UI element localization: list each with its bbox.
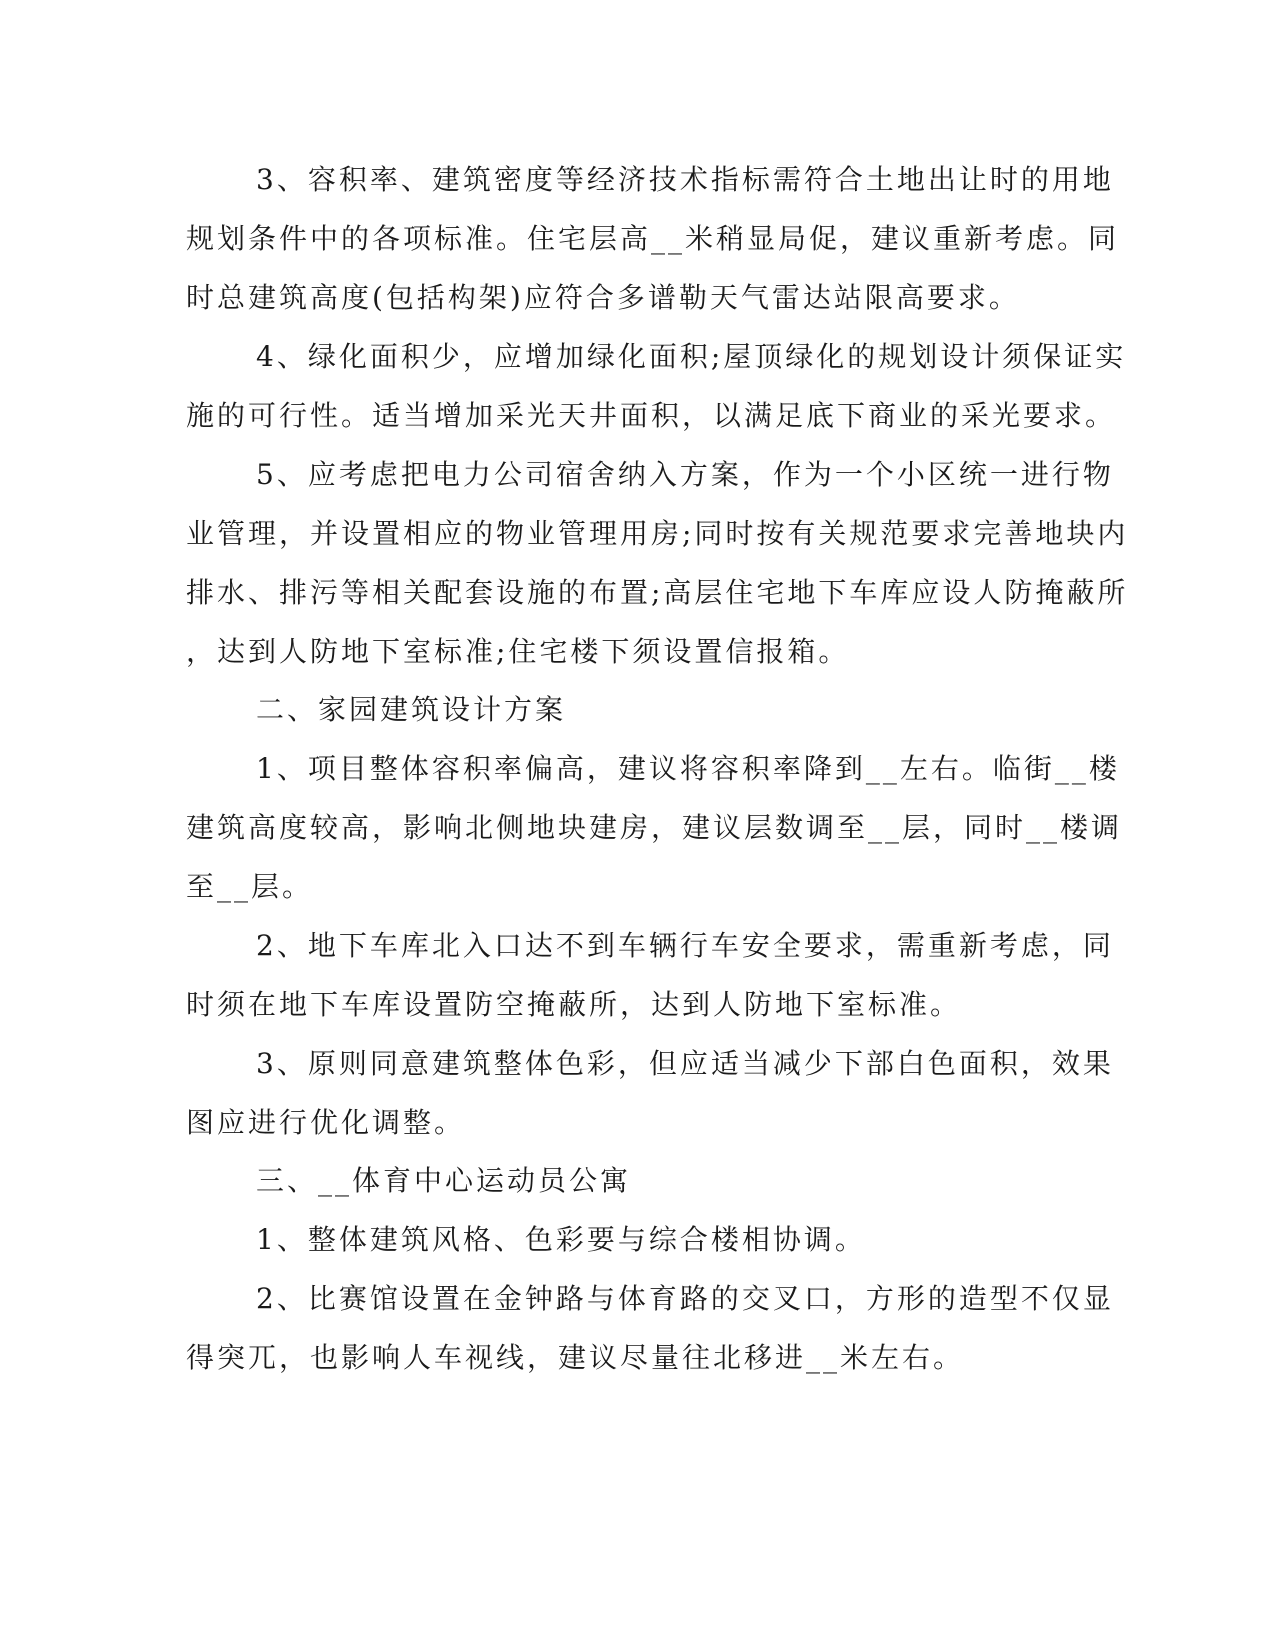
section3-item-2-line-1: 2、比赛馆设置在金钟路与体育路的交叉口，方形的造型不仅显 xyxy=(256,1282,1114,1315)
paragraph-3-line-2: 规划条件中的各项标准。住宅层高__米稍显局促，建议重新考虑。同 xyxy=(186,222,1120,255)
section2-item-1-line-2: 建筑高度较高，影响北侧地块建房，建议层数调至__层，同时__楼调 xyxy=(186,811,1123,844)
paragraph-5-line-1: 5、应考虑把电力公司宿舍纳入方案，作为一个小区统一进行物 xyxy=(256,458,1114,491)
section2-item-3-line-1: 3、原则同意建筑整体色彩，但应适当减少下部白色面积，效果 xyxy=(256,1047,1114,1080)
section2-item-1-line-3: 至__层。 xyxy=(186,870,314,903)
section2-item-1-line-1: 1、项目整体容积率偏高，建议将容积率降到__左右。临街__楼 xyxy=(256,752,1120,785)
section2-item-2-line-2: 时须在地下车库设置防空掩蔽所，达到人防地下室标准。 xyxy=(186,988,962,1021)
section-heading-3: 三、__体育中心运动员公寓 xyxy=(256,1164,632,1197)
paragraph-4-line-1: 4、绿化面积少，应增加绿化面积;屋顶绿化的规划设计须保证实 xyxy=(256,340,1127,373)
paragraph-5-line-4: ，达到人防地下室标准;住宅楼下须设置信报箱。 xyxy=(186,635,850,668)
section-heading-2: 二、家园建筑设计方案 xyxy=(256,693,567,726)
paragraph-3-line-1: 3、容积率、建筑密度等经济技术指标需符合土地出让时的用地 xyxy=(256,163,1114,196)
section3-item-2-line-2: 得突兀，也影响人车视线，建议尽量往北移进__米左右。 xyxy=(186,1341,965,1374)
section2-item-2-line-1: 2、地下车库北入口达不到车辆行车安全要求，需重新考虑，同 xyxy=(256,929,1114,962)
section3-item-1: 1、整体建筑风格、色彩要与综合楼相协调。 xyxy=(256,1223,866,1256)
paragraph-4-line-2: 施的可行性。适当增加采光天井面积，以满足底下商业的采光要求。 xyxy=(186,399,1117,432)
section2-item-3-line-2: 图应进行优化调整。 xyxy=(186,1106,466,1139)
paragraph-5-line-3: 排水、排污等相关配套设施的布置;高层住宅地下车库应设人防掩蔽所 xyxy=(186,576,1129,609)
paragraph-5-line-2: 业管理，并设置相应的物业管理用房;同时按有关规范要求完善地块内 xyxy=(186,517,1129,550)
paragraph-3-line-3: 时总建筑高度(包括构架)应符合多谱勒天气雷达站限高要求。 xyxy=(186,281,1020,314)
